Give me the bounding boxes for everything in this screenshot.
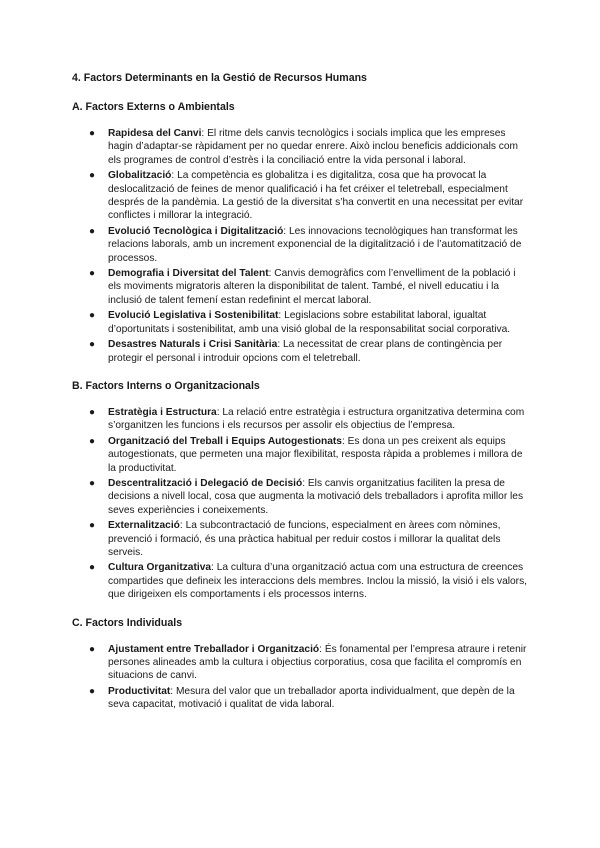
item-separator: : bbox=[268, 268, 275, 280]
item-separator: : bbox=[201, 128, 208, 139]
item-text: Es dona un pes creixent als equips autogestionats, que permeten una major flexibilitat, resposta ràpida a problemes i millora de la productivitat. bbox=[108, 435, 523, 474]
list-item bbox=[89, 477, 530, 517]
item-term: Organització del Treball i Equips Autogestionats bbox=[108, 435, 342, 447]
item-term: Globalització bbox=[108, 170, 172, 182]
section-list-b bbox=[72, 406, 530, 602]
item-term: Rapidesa del Canvi bbox=[108, 128, 202, 139]
item-separator: : bbox=[179, 520, 186, 532]
item-text: La necessitat de crear plans de contingència per protegir el personal i introduir opcions com el teletreball. bbox=[108, 339, 503, 364]
item-text: La subcontractació de funcions, especialment en àrees com nòmines, prevenció i formació, és una pràctica habitual per reduir costos i millorar la qualitat dels serveis. bbox=[108, 520, 501, 558]
list-item bbox=[89, 435, 530, 475]
item-text: La competència es globalitza i es digitalitza, cosa que ha provocat la deslocalització de feines de menor qualificació i ha fet créixer el teletreball, especialment després de la pandèmia. La gestió de la diversitat s’ha convertit en una necessitat per evitar conflictes i millorar la integració. bbox=[108, 170, 524, 222]
bullet-icon: ● bbox=[89, 562, 96, 574]
item-text: És fonamental per l’empresa atraure i retenir persones alineades amb la cultura i objectius corporatius, cosa que facilita el compromís en situacions de canvi. bbox=[108, 643, 527, 682]
bullet-icon: ● bbox=[89, 170, 96, 182]
item-text: Els canvis organitzatius faciliten la presa de decisions a nivell local, cosa que augmenta la motivació dels treballadors i aprofita millor les seves experiències i coneixements. bbox=[108, 477, 524, 516]
list-item bbox=[89, 561, 530, 601]
item-text: La relació entre estratègia i estructura organitzativa determina com s’organitzen les funcions i els recursos per assolir els objectius de l’empresa. bbox=[108, 406, 525, 432]
bullet-icon: ● bbox=[89, 310, 96, 322]
list-item bbox=[89, 225, 530, 265]
bullet-icon: ● bbox=[89, 339, 96, 351]
item-term: Demografia i Diversitat del Talent bbox=[108, 268, 269, 280]
item-text: La cultura d’una organització actua com una estructura de creences compartides que defineix les interaccions dels membres. Inclou la missió, la visió i els valors, que dirigeixen els comportaments i els processos interns. bbox=[108, 562, 527, 601]
item-text: Les innovacions tecnològiques han transformat les relacions laborals, amb un increment exponencial de la digitalització i de l’automatització de processos. bbox=[108, 225, 522, 264]
item-term: Ajustament entre Treballador i Organització bbox=[108, 643, 320, 655]
item-term: Desastres Naturals i Crisi Sanitària bbox=[108, 339, 278, 351]
list-item bbox=[89, 267, 530, 307]
item-separator: : bbox=[277, 339, 283, 351]
item-term: Estratègia i Estructura bbox=[108, 406, 217, 418]
item-term: Descentralització i Delegació de Decisió bbox=[108, 477, 303, 489]
bullet-icon: ● bbox=[89, 406, 96, 418]
page-title: 4. Factors Determinants en la Gestió de Recursos Humans bbox=[72, 72, 367, 84]
item-separator: : bbox=[278, 310, 285, 322]
list-item bbox=[89, 406, 530, 433]
item-separator: : bbox=[283, 225, 289, 237]
list-item bbox=[89, 127, 530, 167]
section-heading-b: B. Factors Interns o Organitzacionals bbox=[72, 379, 260, 392]
item-separator: : bbox=[319, 643, 325, 655]
item-separator: : bbox=[341, 435, 348, 447]
list-item bbox=[89, 643, 530, 683]
bullet-icon: ● bbox=[89, 435, 96, 447]
item-separator: : bbox=[211, 562, 217, 574]
item-term: Evolució Legislativa i Sostenibilitat bbox=[108, 310, 279, 322]
item-text: Mesura del valor que un treballador aporta individualment, que depèn de la seva capacitat, motivació i qualitat de vida laboral. bbox=[108, 685, 515, 711]
list-item bbox=[89, 519, 530, 559]
bullet-icon: ● bbox=[89, 128, 96, 139]
item-separator: : bbox=[171, 170, 178, 182]
item-text: Legislacions sobre estabilitat laboral, igualtat d’oportunitats i sostenibilitat, amb una visió global de la responsabilitat social corporativa. bbox=[108, 310, 511, 335]
item-term: Productivitat bbox=[108, 685, 171, 697]
list-item bbox=[89, 338, 530, 365]
item-term: Evolució Tecnològica i Digitalització bbox=[108, 225, 284, 237]
item-text: Canvis demogràfics com l’envelliment de la població i els moviments migratoris alteren la disponibilitat de talent. També, el nivell educatiu i la inclusió de talent femení estan redefinint el mercat laboral. bbox=[108, 268, 516, 306]
bullet-icon: ● bbox=[89, 268, 96, 280]
list-item bbox=[89, 309, 530, 336]
item-text: El ritme dels canvis tecnològics i socials implica que les empreses hagin d’adaptar-se ràpidament per no quedar enrere. Això inclou beneficis addicionals com els programes de control d’estrès i la conciliació entre la vida personal i laboral. bbox=[108, 128, 519, 166]
section-list-c bbox=[72, 643, 530, 712]
bullet-icon: ● bbox=[89, 685, 96, 697]
item-separator: : bbox=[216, 406, 223, 418]
document-page bbox=[72, 71, 530, 726]
item-separator: : bbox=[302, 477, 308, 489]
bullet-icon: ● bbox=[89, 520, 96, 532]
item-separator: : bbox=[170, 685, 176, 697]
section-heading-c: C. Factors Individuals bbox=[72, 616, 183, 629]
bullet-icon: ● bbox=[89, 225, 96, 237]
item-term: Cultura Organitzativa bbox=[108, 562, 212, 574]
section-heading-a: A. Factors Externs o Ambientals bbox=[72, 101, 235, 113]
list-item bbox=[89, 169, 530, 223]
list-item bbox=[89, 685, 530, 712]
bullet-icon: ● bbox=[89, 477, 96, 489]
bullet-icon: ● bbox=[89, 643, 96, 655]
section-list-a bbox=[72, 127, 530, 365]
item-term: Externalització bbox=[108, 520, 180, 532]
